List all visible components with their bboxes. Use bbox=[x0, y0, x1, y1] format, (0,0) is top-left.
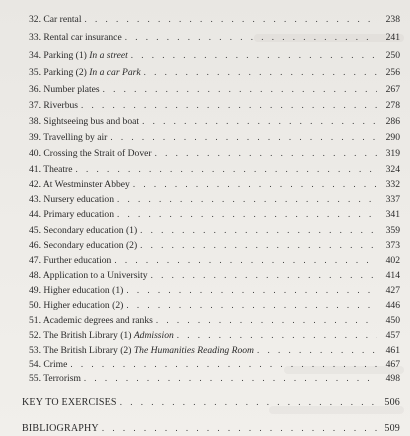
toc-entry-title: 48. Application to a University bbox=[29, 270, 148, 281]
toc-entry-page: 427 bbox=[385, 285, 400, 296]
toc-entry-title: 47. Further education bbox=[29, 255, 112, 266]
toc-entry-title: 38. Sightseeing bus and boat bbox=[29, 116, 140, 127]
toc-entry-title: 33. Rental car insurance bbox=[29, 32, 122, 43]
toc-entry-page: 337 bbox=[385, 194, 400, 205]
toc-entry-page: 241 bbox=[385, 32, 400, 43]
toc-entry-page: 450 bbox=[385, 315, 400, 326]
toc-entry-title: 35. Parking (2) In a car Park bbox=[29, 67, 141, 78]
dot-leader bbox=[120, 397, 377, 408]
toc-entry-page: 341 bbox=[385, 209, 400, 220]
toc-entry-page: 373 bbox=[385, 240, 400, 251]
toc-entry-title: 44. Primary education bbox=[29, 209, 114, 220]
toc-entry-page: 402 bbox=[385, 255, 400, 266]
toc-section-key-to-exercises bbox=[22, 389, 400, 408]
toc-entry bbox=[29, 6, 400, 25]
toc-entry-page: 414 bbox=[385, 270, 400, 281]
toc-entry-title: 43. Nursery education bbox=[29, 194, 114, 205]
toc-entry-page: 359 bbox=[385, 225, 400, 236]
toc-entry-page: 278 bbox=[385, 100, 400, 111]
toc-entry-title: 50. Higher education (2) bbox=[29, 300, 124, 311]
toc-entry-title: 51. Academic degrees and ranks bbox=[29, 315, 153, 326]
table-of-contents-page bbox=[0, 6, 410, 436]
toc-entry-title: 39. Travelling by air bbox=[29, 132, 108, 143]
dot-leader bbox=[102, 423, 377, 434]
toc-entry-title: 36. Number plates bbox=[29, 84, 100, 95]
toc-entry-page: 256 bbox=[385, 67, 400, 78]
toc-section-title: BIBLIOGRAPHY bbox=[22, 423, 99, 434]
toc-entry-page: 467 bbox=[385, 359, 400, 370]
toc-entry-page: 267 bbox=[385, 84, 400, 95]
toc-entry-title: 42. At Westminster Abbey bbox=[29, 179, 130, 190]
toc-entry-title: 45. Secondary education (1) bbox=[29, 225, 138, 236]
toc-entry-page: 324 bbox=[385, 164, 400, 175]
toc-section-page: 506 bbox=[384, 397, 400, 408]
toc-entry-page: 286 bbox=[385, 116, 400, 127]
toc-entry-title: 32. Car rental bbox=[29, 14, 82, 25]
toc-entry-page: 319 bbox=[385, 148, 400, 159]
toc-section-bibliography bbox=[22, 415, 400, 434]
toc-entry-title: 53. The British Library (2) The Humanities Reading Room bbox=[29, 345, 254, 356]
toc-entry-title: 54. Crime bbox=[29, 359, 68, 370]
toc-entry-title: 55. Terrorism bbox=[29, 373, 81, 384]
toc-entry-title: 37. Riverbus bbox=[29, 100, 79, 111]
toc-entry-title: 41. Theatre bbox=[29, 164, 73, 175]
toc-entry-page: 498 bbox=[385, 373, 400, 384]
toc-section-title: KEY TO EXERCISES bbox=[22, 397, 117, 408]
toc-entry-page: 461 bbox=[385, 345, 400, 356]
toc-entry-title: 46. Secondary education (2) bbox=[29, 240, 138, 251]
toc-entry-title: 49. Higher education (1) bbox=[29, 285, 124, 296]
toc-entry-page: 446 bbox=[385, 300, 400, 311]
dot-leader bbox=[84, 373, 377, 384]
toc-entry-page: 332 bbox=[385, 179, 400, 190]
toc-entry bbox=[29, 365, 400, 384]
toc-entry-title: 40. Crossing the Strait of Dover bbox=[29, 148, 152, 159]
toc-entry-title: 52. The British Library (1) Admission bbox=[29, 330, 174, 341]
toc-entry-page: 290 bbox=[385, 132, 400, 143]
toc-entry bbox=[29, 24, 400, 43]
toc-entry-page: 250 bbox=[385, 50, 400, 61]
toc-entry-page: 457 bbox=[385, 330, 400, 341]
toc-entry-page: 238 bbox=[385, 14, 400, 25]
toc-entry-title: 34. Parking (1) In a street bbox=[29, 50, 128, 61]
toc-section-page: 509 bbox=[384, 423, 400, 434]
